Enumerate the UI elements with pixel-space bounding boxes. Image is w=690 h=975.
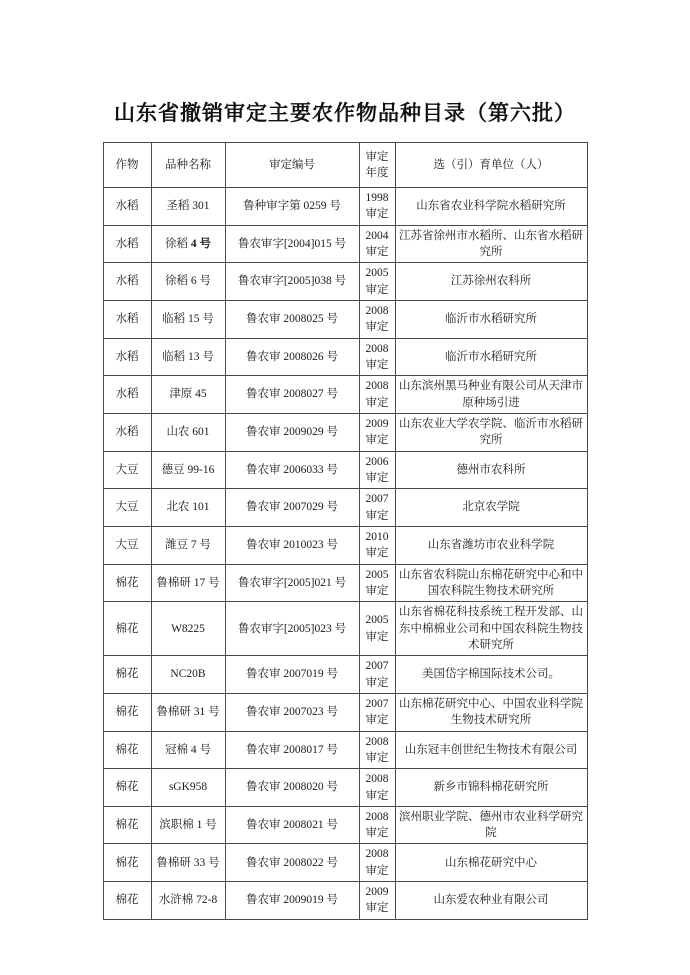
crop-value: 棉花 <box>115 894 139 907</box>
cert-number-cell <box>225 564 359 602</box>
cert-year-cell <box>359 731 395 769</box>
breeder-unit-cell <box>395 376 587 414</box>
breeder-unit-cell <box>395 564 587 602</box>
breeder-unit-cell <box>395 413 587 451</box>
cert-number-value: 鲁农审字[2005]021 号 <box>237 576 347 589</box>
cert-year-suffix: 审定 <box>365 358 389 371</box>
crop-cell <box>103 451 151 489</box>
breeder-unit-value: 临沂市水稻研究所 <box>445 313 537 326</box>
table-row <box>103 882 587 920</box>
header-variety-name: 品种名称 <box>151 143 225 188</box>
cert-year-value: 2009 <box>365 886 389 899</box>
table-row <box>103 263 587 301</box>
cert-number-value: 鲁农审 2008027 号 <box>246 388 338 401</box>
table-row <box>103 693 587 731</box>
variety-name-cell <box>151 602 225 656</box>
crop-value: 大豆 <box>115 463 139 476</box>
breeder-unit-value: 山东省农业科学院水稻研究所 <box>416 200 566 213</box>
table-body <box>103 188 587 920</box>
breeder-unit-cell <box>395 188 587 226</box>
crop-cell <box>103 225 151 263</box>
cert-year-cell <box>359 564 395 602</box>
page-title: 山东省撤销审定主要农作物品种目录（第六批） <box>114 101 576 125</box>
crop-cell <box>103 338 151 376</box>
cert-year-value: 2008 <box>365 810 389 823</box>
breeder-unit-cell <box>395 806 587 844</box>
variety-name-value: 北农 101 <box>166 501 210 514</box>
cert-year-cell <box>359 844 395 882</box>
variety-name-value: 鲁棉研 31 号 <box>156 706 220 719</box>
cert-number-value: 鲁农审 2007023 号 <box>246 706 338 719</box>
cert-number-value: 鲁农审 2008017 号 <box>246 743 338 756</box>
crop-value: 水稻 <box>115 275 139 288</box>
cert-year-suffix: 审定 <box>365 396 389 409</box>
cert-number-value: 鲁农审 2008022 号 <box>246 856 338 869</box>
cert-year-value: 2008 <box>365 380 389 393</box>
cert-number-cell <box>225 300 359 338</box>
table-row <box>103 656 587 694</box>
crop-value: 棉花 <box>115 576 139 589</box>
table-row <box>103 188 587 226</box>
cert-number-cell <box>225 882 359 920</box>
cert-number-cell <box>225 656 359 694</box>
cert-number-value: 鲁农审 2007029 号 <box>246 501 338 514</box>
cert-year-cell <box>359 263 395 301</box>
cert-number-cell <box>225 844 359 882</box>
breeder-unit-cell <box>395 300 587 338</box>
cert-year-value: 2004 <box>365 229 389 242</box>
crop-cell <box>103 602 151 656</box>
table-row <box>103 225 587 263</box>
breeder-unit-cell <box>395 882 587 920</box>
crop-cell <box>103 526 151 564</box>
cert-year-cell <box>359 882 395 920</box>
variety-name-value: 鲁棉研 17 号 <box>156 576 220 589</box>
header-cert-number: 审定编号 <box>225 143 359 188</box>
cert-year-suffix: 审定 <box>365 714 389 727</box>
cert-number-cell <box>225 413 359 451</box>
variety-name-cell <box>151 338 225 376</box>
breeder-unit-cell <box>395 263 587 301</box>
breeder-unit-value: 山东冠丰创世纪生物技术有限公司 <box>404 743 578 756</box>
cert-year-cell <box>359 376 395 414</box>
cert-year-suffix: 审定 <box>365 864 389 877</box>
cert-number-cell <box>225 188 359 226</box>
variety-catalog-table <box>103 142 588 920</box>
cert-year-suffix: 审定 <box>365 902 389 915</box>
cert-year-value: 2005 <box>365 614 389 627</box>
cert-year-cell <box>359 602 395 656</box>
table-row <box>103 769 587 807</box>
crop-cell <box>103 693 151 731</box>
cert-number-cell <box>225 376 359 414</box>
variety-name-value: 鲁棉研 33 号 <box>156 856 220 869</box>
cert-year-cell <box>359 338 395 376</box>
crop-value: 棉花 <box>115 818 139 831</box>
header-breeder-unit: 选（引）育单位（人） <box>395 143 587 188</box>
cert-number-cell <box>225 489 359 527</box>
table-row <box>103 526 587 564</box>
breeder-unit-value: 山东滨州黑马种业有限公司从天津市原种场引进 <box>399 380 583 409</box>
header-cert-year-line1: 审定 <box>365 150 389 163</box>
crop-cell <box>103 656 151 694</box>
table-row <box>103 413 587 451</box>
breeder-unit-value: 北京农学院 <box>462 501 520 514</box>
crop-value: 棉花 <box>115 706 139 719</box>
variety-name-cell <box>151 300 225 338</box>
breeder-unit-value: 山东农业大学农学院、临沂市水稻研究所 <box>399 417 583 447</box>
variety-name-value: NC20B <box>170 668 206 681</box>
cert-year-cell <box>359 693 395 731</box>
cert-number-value: 鲁农审 2006033 号 <box>246 463 338 476</box>
cert-year-suffix: 审定 <box>365 208 389 221</box>
cert-year-suffix: 审定 <box>365 509 389 522</box>
cert-number-value: 鲁农审 2008020 号 <box>246 781 338 794</box>
crop-value: 大豆 <box>115 501 139 514</box>
crop-cell <box>103 300 151 338</box>
table-row <box>103 564 587 602</box>
cert-number-cell <box>225 225 359 263</box>
cert-year-suffix: 审定 <box>365 321 389 334</box>
breeder-unit-cell <box>395 769 587 807</box>
cert-number-cell <box>225 806 359 844</box>
variety-name-cell <box>151 263 225 301</box>
cert-number-cell <box>225 693 359 731</box>
crop-value: 水稻 <box>115 237 139 250</box>
cert-year-value: 2008 <box>365 773 389 786</box>
cert-number-value: 鲁农审 2008025 号 <box>246 313 338 326</box>
variety-name-value: W8225 <box>171 622 205 635</box>
crop-cell <box>103 731 151 769</box>
variety-name-value: 津原 45 <box>169 388 207 401</box>
variety-name-cell <box>151 806 225 844</box>
breeder-unit-value: 山东爱农种业有限公司 <box>433 894 549 907</box>
cert-year-suffix: 审定 <box>365 245 389 258</box>
cert-year-suffix: 审定 <box>365 676 389 689</box>
cert-number-value: 鲁农审 2008026 号 <box>246 350 338 363</box>
breeder-unit-cell <box>395 844 587 882</box>
header-cert-year-line2: 年度 <box>365 167 389 179</box>
table-row <box>103 489 587 527</box>
crop-cell <box>103 806 151 844</box>
crop-value: 棉花 <box>115 622 139 635</box>
breeder-unit-value: 临沂市水稻研究所 <box>445 350 537 363</box>
variety-name-cell <box>151 225 225 263</box>
breeder-unit-value: 美国岱字棉国际技术公司。 <box>422 668 560 681</box>
crop-value: 水稻 <box>115 200 139 213</box>
crop-cell <box>103 882 151 920</box>
header-cert-year <box>359 143 395 188</box>
breeder-unit-value: 山东棉花研究中心 <box>445 856 537 869</box>
breeder-unit-cell <box>395 451 587 489</box>
variety-name-value: 山农 601 <box>166 426 210 439</box>
table-row <box>103 731 587 769</box>
cert-year-value: 2009 <box>365 417 389 430</box>
variety-name-value: 临稻 13 号 <box>162 350 214 363</box>
crop-cell <box>103 263 151 301</box>
variety-name-cell <box>151 693 225 731</box>
variety-name-value: 德豆 99-16 <box>161 463 215 476</box>
header-crop: 作物 <box>103 143 151 188</box>
cert-number-value: 鲁农审 2007019 号 <box>246 668 338 681</box>
cert-year-value: 2008 <box>365 342 389 355</box>
cert-number-cell <box>225 451 359 489</box>
variety-name-cell <box>151 882 225 920</box>
variety-name-value: 潍豆 7 号 <box>165 539 211 552</box>
cert-year-value: 2008 <box>365 735 389 748</box>
variety-name-cell <box>151 769 225 807</box>
breeder-unit-value: 新乡市锦科棉花研究所 <box>433 781 549 794</box>
cert-year-value: 2010 <box>365 530 389 543</box>
cert-year-suffix: 审定 <box>365 789 389 802</box>
breeder-unit-value: 德州市农科所 <box>456 463 526 476</box>
variety-name-cell <box>151 564 225 602</box>
breeder-unit-cell <box>395 338 587 376</box>
cert-year-suffix: 审定 <box>365 471 389 484</box>
variety-name-cell <box>151 413 225 451</box>
breeder-unit-cell <box>395 225 587 263</box>
cert-year-value: 2007 <box>365 660 389 673</box>
cert-year-suffix: 审定 <box>365 434 389 447</box>
cert-year-cell <box>359 526 395 564</box>
cert-year-suffix: 审定 <box>365 827 389 840</box>
breeder-unit-cell <box>395 602 587 656</box>
cert-year-cell <box>359 188 395 226</box>
cert-year-suffix: 审定 <box>365 630 389 643</box>
variety-name-cell <box>151 731 225 769</box>
breeder-unit-value: 滨州职业学院、德州市农业科学研究院 <box>399 810 583 840</box>
cert-year-cell <box>359 769 395 807</box>
variety-name-bold-part: 4 号 <box>190 237 211 250</box>
crop-cell <box>103 564 151 602</box>
crop-value: 棉花 <box>115 743 139 756</box>
variety-name-value: 徐稻 <box>165 237 191 250</box>
table-row <box>103 300 587 338</box>
table-row <box>103 376 587 414</box>
cert-number-value: 鲁农审 2010023 号 <box>246 539 338 552</box>
breeder-unit-cell <box>395 526 587 564</box>
crop-value: 水稻 <box>115 426 139 439</box>
table-row <box>103 338 587 376</box>
variety-name-cell <box>151 656 225 694</box>
variety-name-cell <box>151 188 225 226</box>
cert-year-suffix: 审定 <box>365 283 389 296</box>
crop-cell <box>103 844 151 882</box>
cert-year-value: 2005 <box>365 568 389 581</box>
crop-cell <box>103 376 151 414</box>
variety-name-value: 冠棉 4 号 <box>165 743 211 756</box>
breeder-unit-cell <box>395 693 587 731</box>
cert-year-value: 1998 <box>365 192 389 204</box>
variety-name-cell <box>151 489 225 527</box>
crop-cell <box>103 769 151 807</box>
breeder-unit-cell <box>395 731 587 769</box>
table-row <box>103 806 587 844</box>
cert-number-value: 鲁种审字第 0259 号 <box>243 200 341 213</box>
variety-name-value: 水浒棉 72-8 <box>158 894 218 907</box>
cert-number-value: 鲁农审字[2005]038 号 <box>237 275 347 288</box>
variety-name-cell <box>151 844 225 882</box>
table-row <box>103 844 587 882</box>
variety-name-value: 圣稻 301 <box>166 200 210 213</box>
breeder-unit-value: 山东省潍坊市农业科学院 <box>427 539 555 552</box>
cert-number-cell <box>225 263 359 301</box>
crop-value: 棉花 <box>115 781 139 794</box>
crop-cell <box>103 188 151 226</box>
breeder-unit-cell <box>395 656 587 694</box>
breeder-unit-value: 山东棉花研究中心、中国农业科学院生物技术研究所 <box>399 697 583 727</box>
cert-year-suffix: 审定 <box>365 547 389 560</box>
variety-name-value: sGK958 <box>168 781 208 794</box>
cert-number-value: 鲁农审 2009029 号 <box>246 426 338 439</box>
cert-year-suffix: 审定 <box>365 751 389 764</box>
variety-name-value: 临稻 15 号 <box>162 313 214 326</box>
cert-year-cell <box>359 489 395 527</box>
cert-number-cell <box>225 731 359 769</box>
cert-number-value: 鲁农审 2009019 号 <box>246 894 338 907</box>
crop-value: 棉花 <box>115 668 139 681</box>
variety-name-value: 徐稻 6 号 <box>165 275 211 288</box>
cert-year-value: 2007 <box>365 697 389 710</box>
cert-year-cell <box>359 300 395 338</box>
cert-year-cell <box>359 806 395 844</box>
breeder-unit-value: 山东省农科院山东棉花研究中心和中国农科院生物技术研究所 <box>399 568 583 597</box>
table-row <box>103 602 587 656</box>
cert-number-cell <box>225 769 359 807</box>
cert-year-value: 2007 <box>365 493 389 506</box>
breeder-unit-value: 山东省棉花科技系统工程开发部、山东中棉棉业公司和中国农科院生物技术研究所 <box>399 606 583 651</box>
cert-year-suffix: 审定 <box>365 584 389 597</box>
cert-number-cell <box>225 338 359 376</box>
crop-value: 水稻 <box>115 388 139 401</box>
breeder-unit-cell <box>395 489 587 527</box>
breeder-unit-value: 江苏徐州农科所 <box>450 275 532 288</box>
cert-number-value: 鲁农审字[2005]023 号 <box>237 622 347 635</box>
table-row <box>103 451 587 489</box>
table-header-row <box>103 143 587 188</box>
cert-number-cell <box>225 602 359 656</box>
variety-name-value: 滨职棉 1 号 <box>159 818 217 831</box>
crop-value: 水稻 <box>115 313 139 326</box>
cert-year-value: 2008 <box>365 304 389 317</box>
cert-year-value: 2006 <box>365 455 389 468</box>
crop-value: 棉花 <box>115 856 139 869</box>
cert-number-cell <box>225 526 359 564</box>
crop-cell <box>103 489 151 527</box>
cert-number-value: 鲁农审字[2004]015 号 <box>237 237 347 250</box>
variety-name-cell <box>151 451 225 489</box>
variety-name-cell <box>151 526 225 564</box>
cert-number-value: 鲁农审 2008021 号 <box>246 818 338 831</box>
cert-year-cell <box>359 225 395 263</box>
cert-year-cell <box>359 656 395 694</box>
variety-name-cell <box>151 376 225 414</box>
crop-value: 水稻 <box>115 350 139 363</box>
cert-year-value: 2008 <box>365 848 389 861</box>
cert-year-cell <box>359 451 395 489</box>
cert-year-cell <box>359 413 395 451</box>
breeder-unit-value: 江苏省徐州市水稻所、山东省水稻研究所 <box>399 229 583 258</box>
cert-year-value: 2005 <box>365 267 389 280</box>
crop-cell <box>103 413 151 451</box>
crop-value: 大豆 <box>115 539 139 552</box>
